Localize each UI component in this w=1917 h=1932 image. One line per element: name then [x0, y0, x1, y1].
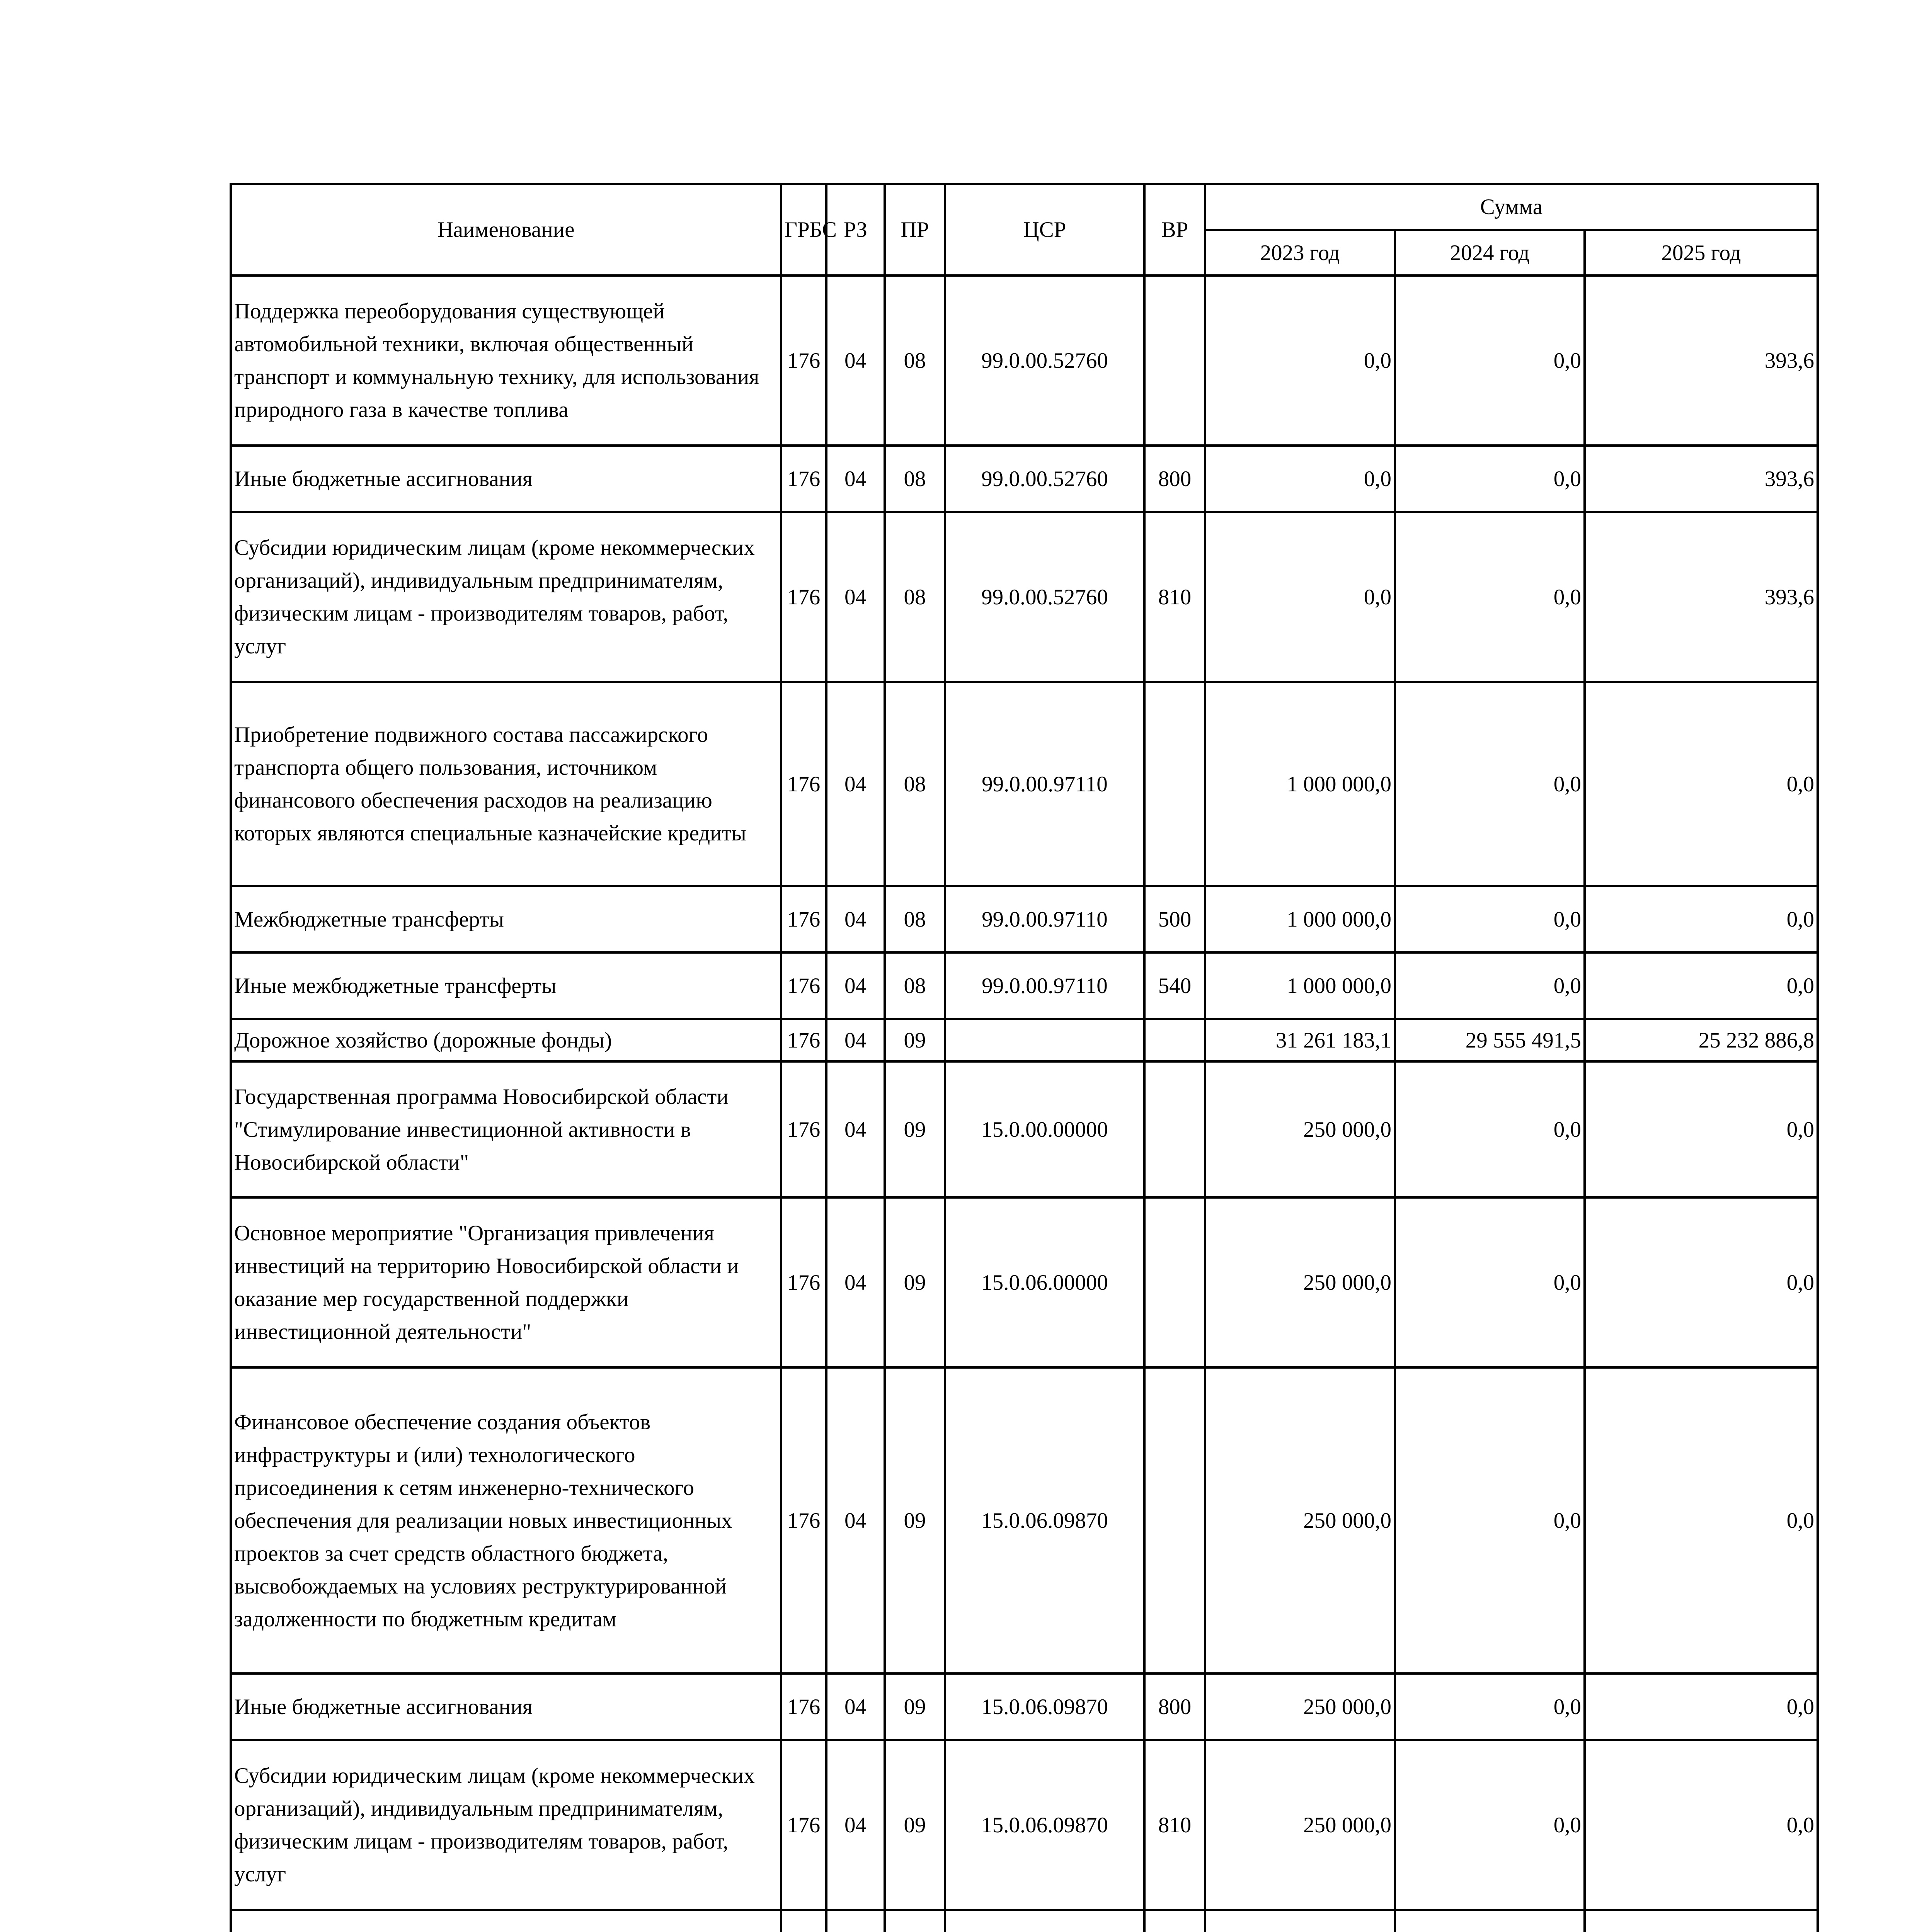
cell-2025: 0,0: [1585, 1673, 1818, 1740]
cell-pr: 08: [885, 682, 945, 886]
cell-pr: 08: [885, 276, 945, 446]
cell-2024: 0,0: [1395, 1367, 1585, 1673]
cell-2024: 0,0: [1395, 446, 1585, 512]
cell-2025: [1585, 1910, 1818, 1932]
cell-grbs: [781, 1910, 826, 1932]
budget-table: [230, 183, 1819, 1932]
cell-pr: 09: [885, 1740, 945, 1910]
cell-pr: 09: [885, 1061, 945, 1197]
table-header-row: [231, 184, 1818, 230]
cell-name: Субсидии юридическим лицам (кроме некоммерческих организаций), индивидуальным предпринимателям, физическим лицам - производителям товаров, работ, услуг: [231, 512, 781, 682]
table-row: [231, 682, 1818, 886]
cell-grbs: 176: [781, 1673, 826, 1740]
cell-name: Иные бюджетные ассигнования: [231, 1673, 781, 1740]
cell-name: Межбюджетные трансферты: [231, 886, 781, 952]
cell-rz: 04: [826, 952, 885, 1019]
cell-name: [231, 1910, 781, 1932]
cell-vr: 500: [1144, 886, 1205, 952]
cell-csr: 15.0.06.00000: [945, 1197, 1144, 1367]
cell-rz: 04: [826, 1019, 885, 1061]
cell-pr: 08: [885, 952, 945, 1019]
cell-vr: [1144, 1061, 1205, 1197]
cell-vr: 800: [1144, 446, 1205, 512]
cell-grbs: 176: [781, 1019, 826, 1061]
cell-grbs: 176: [781, 1367, 826, 1673]
cell-pr: 09: [885, 1673, 945, 1740]
cell-csr: 15.0.06.09870: [945, 1673, 1144, 1740]
cell-2024: 0,0: [1395, 276, 1585, 446]
cell-name: Иные межбюджетные трансферты: [231, 952, 781, 1019]
header-2023: 2023 год: [1205, 230, 1395, 276]
cell-pr: 08: [885, 512, 945, 682]
header-grbs: ГРБС: [781, 184, 826, 276]
table-row: [231, 1367, 1818, 1673]
header-rz: РЗ: [826, 184, 885, 276]
cell-grbs: 176: [781, 1061, 826, 1197]
cell-rz: 04: [826, 886, 885, 952]
cell-grbs: 176: [781, 1197, 826, 1367]
cell-csr: 99.0.00.97110: [945, 886, 1144, 952]
cell-name: Государственная программа Новосибирской области "Стимулирование инвестиционной активности в Новосибирской области": [231, 1061, 781, 1197]
cell-csr: [945, 1910, 1144, 1932]
cell-grbs: 176: [781, 512, 826, 682]
cell-2025: 0,0: [1585, 1367, 1818, 1673]
cell-2025: 0,0: [1585, 952, 1818, 1019]
table-row: [231, 1673, 1818, 1740]
cell-2025: 0,0: [1585, 1197, 1818, 1367]
table-row: [231, 1019, 1818, 1061]
table-row: [231, 446, 1818, 512]
cell-name: Основное мероприятие "Организация привлечения инвестиций на территорию Новосибирской области и оказание мер государственной поддержки инвестиционной деятельности": [231, 1197, 781, 1367]
cell-csr: 99.0.00.52760: [945, 446, 1144, 512]
table-row: [231, 1740, 1818, 1910]
cell-2023: 250 000,0: [1205, 1367, 1395, 1673]
cell-2023: 1 000 000,0: [1205, 886, 1395, 952]
cell-2024: 0,0: [1395, 1740, 1585, 1910]
cell-2024: 29 555 491,5: [1395, 1019, 1585, 1061]
cell-vr: [1144, 1910, 1205, 1932]
cell-grbs: 176: [781, 952, 826, 1019]
cell-grbs: 176: [781, 682, 826, 886]
cell-rz: 04: [826, 1740, 885, 1910]
cell-csr: 15.0.06.09870: [945, 1367, 1144, 1673]
cell-2025: 0,0: [1585, 1740, 1818, 1910]
cell-2023: 250 000,0: [1205, 1673, 1395, 1740]
cell-2023: 31 261 183,1: [1205, 1019, 1395, 1061]
cell-grbs: 176: [781, 446, 826, 512]
table-row: [231, 1061, 1818, 1197]
cell-2023: 250 000,0: [1205, 1740, 1395, 1910]
cell-vr: 540: [1144, 952, 1205, 1019]
cell-csr: 15.0.00.00000: [945, 1061, 1144, 1197]
cell-vr: [1144, 1019, 1205, 1061]
cell-rz: 04: [826, 512, 885, 682]
cell-2023: 0,0: [1205, 276, 1395, 446]
header-pr: ПР: [885, 184, 945, 276]
cell-2023: 250 000,0: [1205, 1061, 1395, 1197]
header-2024: 2024 год: [1395, 230, 1585, 276]
cell-pr: 09: [885, 1197, 945, 1367]
cell-2025: 393,6: [1585, 512, 1818, 682]
cell-vr: [1144, 1367, 1205, 1673]
header-csr: ЦСР: [945, 184, 1144, 276]
cell-2025: 0,0: [1585, 886, 1818, 952]
cell-2024: [1395, 1910, 1585, 1932]
cell-pr: 08: [885, 446, 945, 512]
table-row: [231, 952, 1818, 1019]
cell-name: Приобретение подвижного состава пассажирского транспорта общего пользования, источником финансового обеспечения расходов на реализацию которых являются специальные казначейские кредиты: [231, 682, 781, 886]
table-row: [231, 1910, 1818, 1932]
cell-csr: 15.0.06.09870: [945, 1740, 1144, 1910]
cell-2024: 0,0: [1395, 952, 1585, 1019]
cell-2023: 0,0: [1205, 446, 1395, 512]
cell-pr: 08: [885, 886, 945, 952]
table-row: [231, 512, 1818, 682]
cell-csr: [945, 1019, 1144, 1061]
cell-rz: [826, 1910, 885, 1932]
cell-pr: 09: [885, 1367, 945, 1673]
cell-csr: 99.0.00.52760: [945, 276, 1144, 446]
cell-grbs: 176: [781, 276, 826, 446]
cell-2023: 1 000 000,0: [1205, 952, 1395, 1019]
cell-2024: 0,0: [1395, 1673, 1585, 1740]
cell-2024: 0,0: [1395, 886, 1585, 952]
cell-2025: 25 232 886,8: [1585, 1019, 1818, 1061]
table-row: [231, 886, 1818, 952]
cell-vr: [1144, 682, 1205, 886]
cell-grbs: 176: [781, 886, 826, 952]
cell-2024: 0,0: [1395, 512, 1585, 682]
cell-rz: 04: [826, 1197, 885, 1367]
cell-vr: 810: [1144, 512, 1205, 682]
cell-rz: 04: [826, 1061, 885, 1197]
cell-2025: 0,0: [1585, 1061, 1818, 1197]
cell-vr: 810: [1144, 1740, 1205, 1910]
cell-2024: 0,0: [1395, 1061, 1585, 1197]
header-vr: ВР: [1144, 184, 1205, 276]
cell-2023: 0,0: [1205, 512, 1395, 682]
cell-2024: 0,0: [1395, 1197, 1585, 1367]
cell-name: Субсидии юридическим лицам (кроме некоммерческих организаций), индивидуальным предпринимателям, физическим лицам - производителям товаров, работ, услуг: [231, 1740, 781, 1910]
header-sum: Сумма: [1205, 184, 1818, 230]
cell-2023: 1 000 000,0: [1205, 682, 1395, 886]
cell-grbs: 176: [781, 1740, 826, 1910]
cell-vr: [1144, 1197, 1205, 1367]
cell-rz: 04: [826, 1367, 885, 1673]
cell-2025: 0,0: [1585, 682, 1818, 886]
table-body: [231, 276, 1818, 1932]
cell-2024: 0,0: [1395, 682, 1585, 886]
cell-2023: [1205, 1910, 1395, 1932]
cell-rz: 04: [826, 1673, 885, 1740]
cell-vr: [1144, 276, 1205, 446]
cell-name: Иные бюджетные ассигнования: [231, 446, 781, 512]
cell-csr: 99.0.00.52760: [945, 512, 1144, 682]
cell-name: Финансовое обеспечение создания объектов инфраструктуры и (или) технологического присоединения к сетям инженерно-технического обеспечения для реализации новых инвестиционных проектов за счет средств областного бюджета, высвобождаемых на условиях реструктурированной задолженности по бюджетным кредитам: [231, 1367, 781, 1673]
table-row: [231, 1197, 1818, 1367]
cell-pr: [885, 1910, 945, 1932]
cell-vr: 800: [1144, 1673, 1205, 1740]
cell-csr: 99.0.00.97110: [945, 952, 1144, 1019]
header-2025: 2025 год: [1585, 230, 1818, 276]
cell-name: Поддержка переоборудования существующей автомобильной техники, включая общественный транспорт и коммунальную технику, для использования природного газа в качестве топлива: [231, 276, 781, 446]
cell-rz: 04: [826, 446, 885, 512]
cell-2025: 393,6: [1585, 276, 1818, 446]
cell-pr: 09: [885, 1019, 945, 1061]
cell-rz: 04: [826, 276, 885, 446]
cell-csr: 99.0.00.97110: [945, 682, 1144, 886]
budget-table-container: [230, 183, 1817, 1932]
cell-rz: 04: [826, 682, 885, 886]
cell-2023: 250 000,0: [1205, 1197, 1395, 1367]
header-name: Наименование: [231, 184, 781, 276]
table-row: [231, 276, 1818, 446]
cell-2025: 393,6: [1585, 446, 1818, 512]
cell-name: Дорожное хозяйство (дорожные фонды): [231, 1019, 781, 1061]
